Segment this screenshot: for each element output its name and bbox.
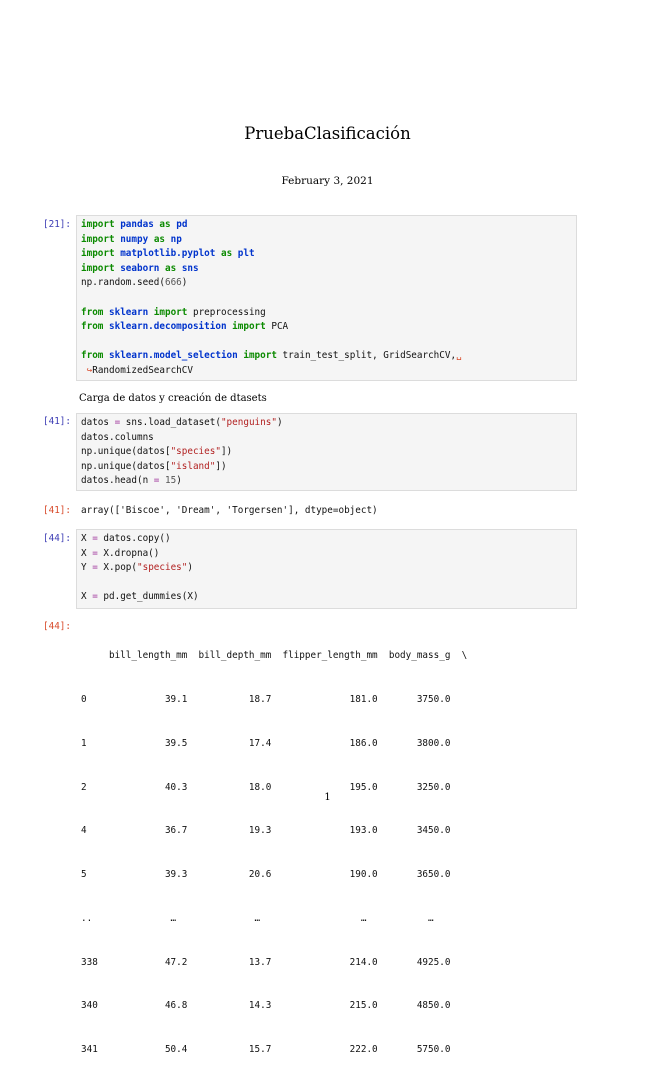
code-token: = — [92, 533, 98, 544]
code-token: train_test_split, GridSearchCV, — [276, 350, 457, 362]
code-token: = — [92, 591, 98, 603]
code-line — [81, 247, 572, 262]
cell-prompt: [21]: — [43, 219, 71, 230]
table-row: 341 50.4 15.7 222.0 5750.0 — [81, 1044, 451, 1056]
code-line — [81, 416, 572, 431]
code-token: ↪ — [86, 364, 93, 376]
code-token: as — [220, 248, 233, 260]
code-token: 15 — [164, 475, 177, 487]
code-token: X — [81, 591, 93, 603]
code-line — [81, 218, 572, 233]
code-token: np.unique(datos[ — [81, 460, 171, 472]
document-title: PruebaClasificación — [244, 124, 411, 143]
code-token: as — [159, 219, 171, 230]
code-token: RandomizedSearchCV — [92, 364, 193, 376]
code-line — [81, 291, 572, 306]
table-row: 0 39.1 18.7 181.0 3750.0 — [81, 693, 451, 705]
code-token: from — [81, 306, 104, 318]
code-line — [81, 306, 572, 321]
code-token: = — [153, 475, 160, 487]
code-token: import — [243, 350, 277, 362]
table-row: 5 39.3 20.6 190.0 3650.0 — [81, 869, 451, 881]
code-token: np.random.seed( — [81, 277, 165, 289]
code-token: sns — [181, 262, 199, 274]
code-line — [81, 335, 572, 350]
code-token: from — [81, 321, 104, 333]
output-table — [81, 620, 467, 1072]
output-prompt: [44]: — [43, 621, 71, 632]
code-token: ) — [181, 277, 188, 289]
code-token: datos.copy() — [97, 533, 171, 544]
code-line — [81, 349, 572, 364]
code-line — [81, 233, 572, 248]
output-prompt: [41]: — [43, 505, 71, 516]
code-token: seaborn — [120, 262, 160, 274]
code-line — [81, 276, 572, 291]
code-token: ) — [176, 475, 182, 487]
code-line — [81, 590, 572, 605]
table-row: .. … … … … — [81, 912, 434, 924]
table-row: 2 40.3 18.0 195.0 3250.0 — [81, 781, 451, 793]
code-line — [81, 364, 572, 379]
code-cell[interactable] — [76, 215, 577, 381]
table-row: 1 39.5 17.4 186.0 3800.0 — [81, 737, 451, 749]
code-token: plt — [237, 248, 255, 260]
code-line — [81, 320, 572, 335]
code-line — [81, 460, 572, 475]
code-token: "species" — [170, 446, 221, 458]
code-token: np — [170, 233, 182, 245]
code-token: ]) — [215, 460, 227, 472]
code-token: import — [81, 262, 115, 274]
code-token: pandas — [120, 219, 154, 230]
code-token: ]) — [220, 446, 233, 458]
code-cell[interactable] — [76, 529, 577, 609]
code-token: X.dropna() — [97, 547, 160, 559]
code-line — [81, 474, 572, 489]
code-line — [81, 262, 572, 277]
table-row: 338 47.2 13.7 214.0 4925.0 — [81, 956, 451, 968]
code-token: Y — [81, 562, 93, 574]
code-token: import — [81, 233, 115, 245]
code-line — [81, 532, 572, 547]
code-token: ) — [276, 417, 283, 428]
code-token: np.unique(datos[ — [81, 446, 171, 458]
code-cell[interactable] — [76, 413, 577, 491]
code-token: sklearn.model_selection — [109, 350, 238, 362]
code-token: sklearn.decomposition — [109, 321, 227, 333]
code-token: datos — [81, 417, 115, 428]
code-line — [81, 576, 572, 591]
code-token: ␣ — [456, 350, 462, 362]
code-token: from — [81, 350, 104, 362]
code-token: matplotlib.pyplot — [120, 248, 216, 260]
code-line — [81, 445, 572, 460]
code-token: import — [81, 219, 115, 230]
markdown-text: Carga de datos y creación de dtasets — [79, 393, 267, 404]
code-token: sns.load_dataset( — [120, 417, 221, 428]
code-token: "island" — [170, 460, 216, 472]
code-token: ) — [187, 562, 193, 574]
code-token: X — [81, 533, 93, 544]
code-token: pd — [176, 219, 188, 230]
code-token: import — [232, 321, 266, 333]
table-row: 4 36.7 19.3 193.0 3450.0 — [81, 825, 451, 837]
code-line — [81, 547, 572, 562]
code-token: X.pop( — [97, 562, 137, 574]
code-token: as — [165, 262, 177, 274]
code-token: X — [81, 547, 93, 559]
code-line — [81, 561, 572, 576]
table-header: bill_length_mm bill_depth_mm flipper_length_mm body_mass_g \ — [81, 650, 468, 662]
code-token: PCA — [265, 321, 289, 333]
output-text: array(['Biscoe', 'Dream', 'Torgersen'], dtype=object) — [81, 505, 378, 516]
code-token: "species" — [137, 562, 188, 574]
table-row: 340 46.8 14.3 215.0 4850.0 — [81, 1000, 451, 1012]
code-token: sklearn — [109, 306, 149, 318]
code-token: = — [92, 562, 98, 574]
code-token: = — [92, 547, 98, 559]
code-token: = — [114, 417, 121, 428]
code-line — [81, 431, 572, 446]
code-token: preprocessing — [187, 306, 266, 318]
cell-prompt: [44]: — [43, 533, 71, 544]
code-token: numpy — [120, 233, 149, 245]
code-token: as — [153, 233, 166, 245]
document-date: February 3, 2021 — [281, 175, 374, 187]
code-token: datos.head(n — [81, 475, 154, 487]
code-token: "penguins" — [220, 417, 277, 428]
code-token: 666 — [164, 277, 182, 289]
code-token: pd.get_dummies(X) — [97, 591, 199, 603]
code-token: datos.columns — [81, 431, 154, 443]
page-number: 1 — [324, 792, 331, 803]
code-token: import — [153, 306, 188, 318]
cell-prompt: [41]: — [43, 416, 71, 427]
code-token: import — [81, 248, 115, 260]
